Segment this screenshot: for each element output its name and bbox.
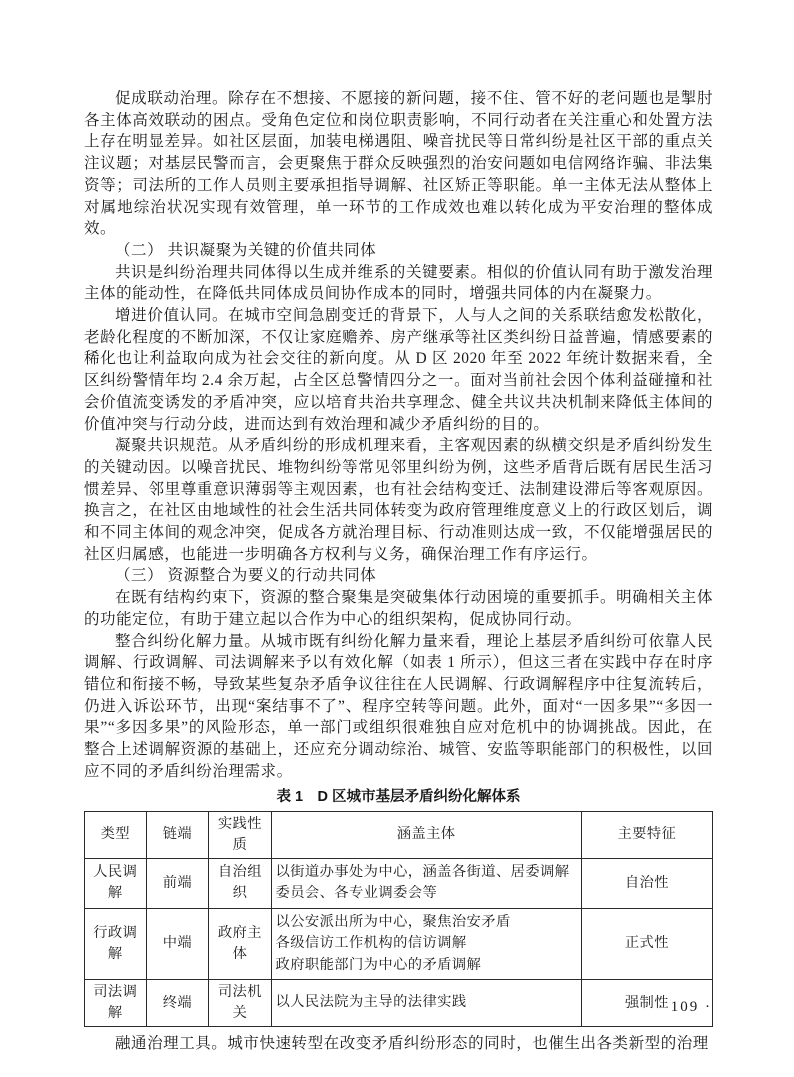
cell-chain: 终端 (146, 980, 209, 1027)
page-content (84, 88, 713, 1055)
subject-line: 各级信访工作机构的信访调解 (275, 935, 467, 951)
subject-line: 以公安派出所为中心，聚焦治安矛盾 (275, 913, 511, 930)
cell-feature: 强制性 (581, 980, 712, 1027)
cell-nature: 司法机关 (209, 980, 271, 1027)
paragraph-value-identity: 增进价值认同。在城市空间急剧变迁的背景下，人与人之间的关系联结愈发松散化，老龄化程度的不断加深，不仅让家庭赡养、房产继承等社区类纠纷日益普遍，情感要素的稀化也让利益取向成为社会交往的新向度。从 D 区 2020 年至 2022 年统计数据来看，全区纠纷警情年均 2.4 余万起，占全区总警情四分之一。面对当前社会因个体利益碰撞和社会价值流变诱发的矛盾冲突，应以培育共治共享理念、健全共议共决机制来降低主体间的价值冲突与行动分歧，进而达到有效治理和减少矛盾纠纷的目的。 (84, 307, 713, 433)
cell-type: 行政调解 (85, 908, 147, 980)
column-header-main-feature: 主要特征 (581, 811, 712, 858)
column-header-covered-subjects: 涵盖主体 (271, 811, 581, 858)
paragraph-resource-integration-intro: 在既有结构约束下，资源的整合聚集是突破集体行动困境的重要抓手。明确相关主体的功能定位，有助于建立起以合作为中心的组织架构，促成协同行动。 (84, 589, 713, 628)
table-header-row (85, 811, 713, 858)
column-header-practice-nature: 实践性质 (209, 811, 271, 858)
column-header-chain: 链端 (146, 811, 209, 858)
subject-line: 以街道办事处为中心，涵盖各街道、居委调解委员会、各专业调委会等 (275, 863, 570, 901)
subject-line: 以人民法院为主导的法律实践 (275, 994, 467, 1011)
column-header-type: 类型 (85, 811, 147, 858)
cell-nature: 政府主体 (209, 908, 271, 980)
cell-subjects (271, 908, 581, 980)
page-number: · 109 · (658, 999, 712, 1015)
section-heading-three: （三） 资源整合为要义的行动共同体 (115, 567, 377, 585)
table-caption: 表 1 D 区城市基层矛盾纠纷化解体系 (276, 788, 521, 805)
cell-type: 人民调解 (85, 858, 147, 908)
paragraph-consensus-norms: 凝聚共识规范。从矛盾纠纷的形成机理来看，主客观因素的纵横交织是矛盾纠纷发生的关键动因。以噪音扰民、堆物纠纷等常见邻里纠纷为例，这些矛盾背后既有居民生活习惯差异、邻里尊重意识薄弱等主观因素，也有社会结构变迁、法制建设滞后等客观原因。换言之，在社区由地域性的社会生活共同体转变为政府管理维度意义上的行政区划后，调和不同主体间的观念冲突，促成各方就治理目标、行动准则达成一致，不仅能增强居民的社区归属感，也能进一步明确各方权利与义务，确保治理工作有序运行。 (84, 437, 713, 563)
cell-type: 司法调解 (85, 980, 147, 1027)
cell-feature: 自治性 (581, 858, 712, 908)
cell-feature: 正式性 (581, 908, 712, 980)
cell-chain: 前端 (146, 858, 209, 908)
cell-subjects (271, 980, 581, 1027)
subject-line: 政府职能部门为中心的矛盾调解 (275, 956, 482, 973)
mediation-system-table (84, 811, 713, 1028)
paragraph-governance-tools: 融通治理工具。城市快速转型在改变矛盾纠纷形态的同时，也催生出各类新型的治理 (115, 1035, 709, 1052)
cell-chain: 中端 (146, 908, 209, 980)
paragraph-integrate-mediation-forces: 整合纠纷化解力量。从城市既有纠纷化解力量来看，理论上基层矛盾纠纷可依靠人民调解、行政调解、司法调解来予以有效化解（如表 1 所示），但这三者在实践中存在时序错位和衔接不畅，导致某些复杂矛盾争议往往在人民调解、行政调解程序中往复流转后，仍进入诉讼环节，出现“案结事不了”、程序空转等问题。此外，面对“一因多果”“多因一果”“多因多果”的风险形态，单一部门或组织很难独自应对危机中的协调挑战。因此，在整合上述调解资源的基础上，还应充分调动综治、城管、安监等职能部门的积极性，以回应不同的矛盾纠纷治理需求。 (84, 632, 713, 780)
table-row-judicial-mediation (85, 980, 713, 1027)
paragraph-linkage-governance: 促成联动治理。除存在不想接、不愿接的新问题，接不住、管不好的老问题也是掣肘各主体高效联动的困点。受角色定位和岗位职责影响，不同行动者在关注重心和处置方法上存在明显差异。如社区层面，加装电梯遇阻、噪音扰民等日常纠纷是社区干部的重点关注议题；对基层民警而言，会更聚焦于群众反映强烈的治安问题如电信网络诈骗、非法集资等；司法所的工作人员则主要承担指导调解、社区矫正等职能。单一主体无法从整体上对属地综治状况实现有效管理，单一环节的工作成效也难以转化成为平安治理的整体成效。 (84, 90, 713, 238)
section-heading-two: （二） 共识凝聚为关键的价值共同体 (115, 241, 377, 259)
table-row-people-mediation (85, 858, 713, 908)
paragraph-consensus-intro: 共识是纠纷治理共同体得以生成并维系的关键要素。相似的价值认同有助于激发治理主体的能动性，在降低共同体成员间协作成本的同时，增强共同体的内在凝聚力。 (84, 263, 713, 303)
cell-subjects (271, 858, 581, 908)
table-row-administrative-mediation (85, 908, 713, 980)
cell-nature: 自治组织 (209, 858, 271, 908)
